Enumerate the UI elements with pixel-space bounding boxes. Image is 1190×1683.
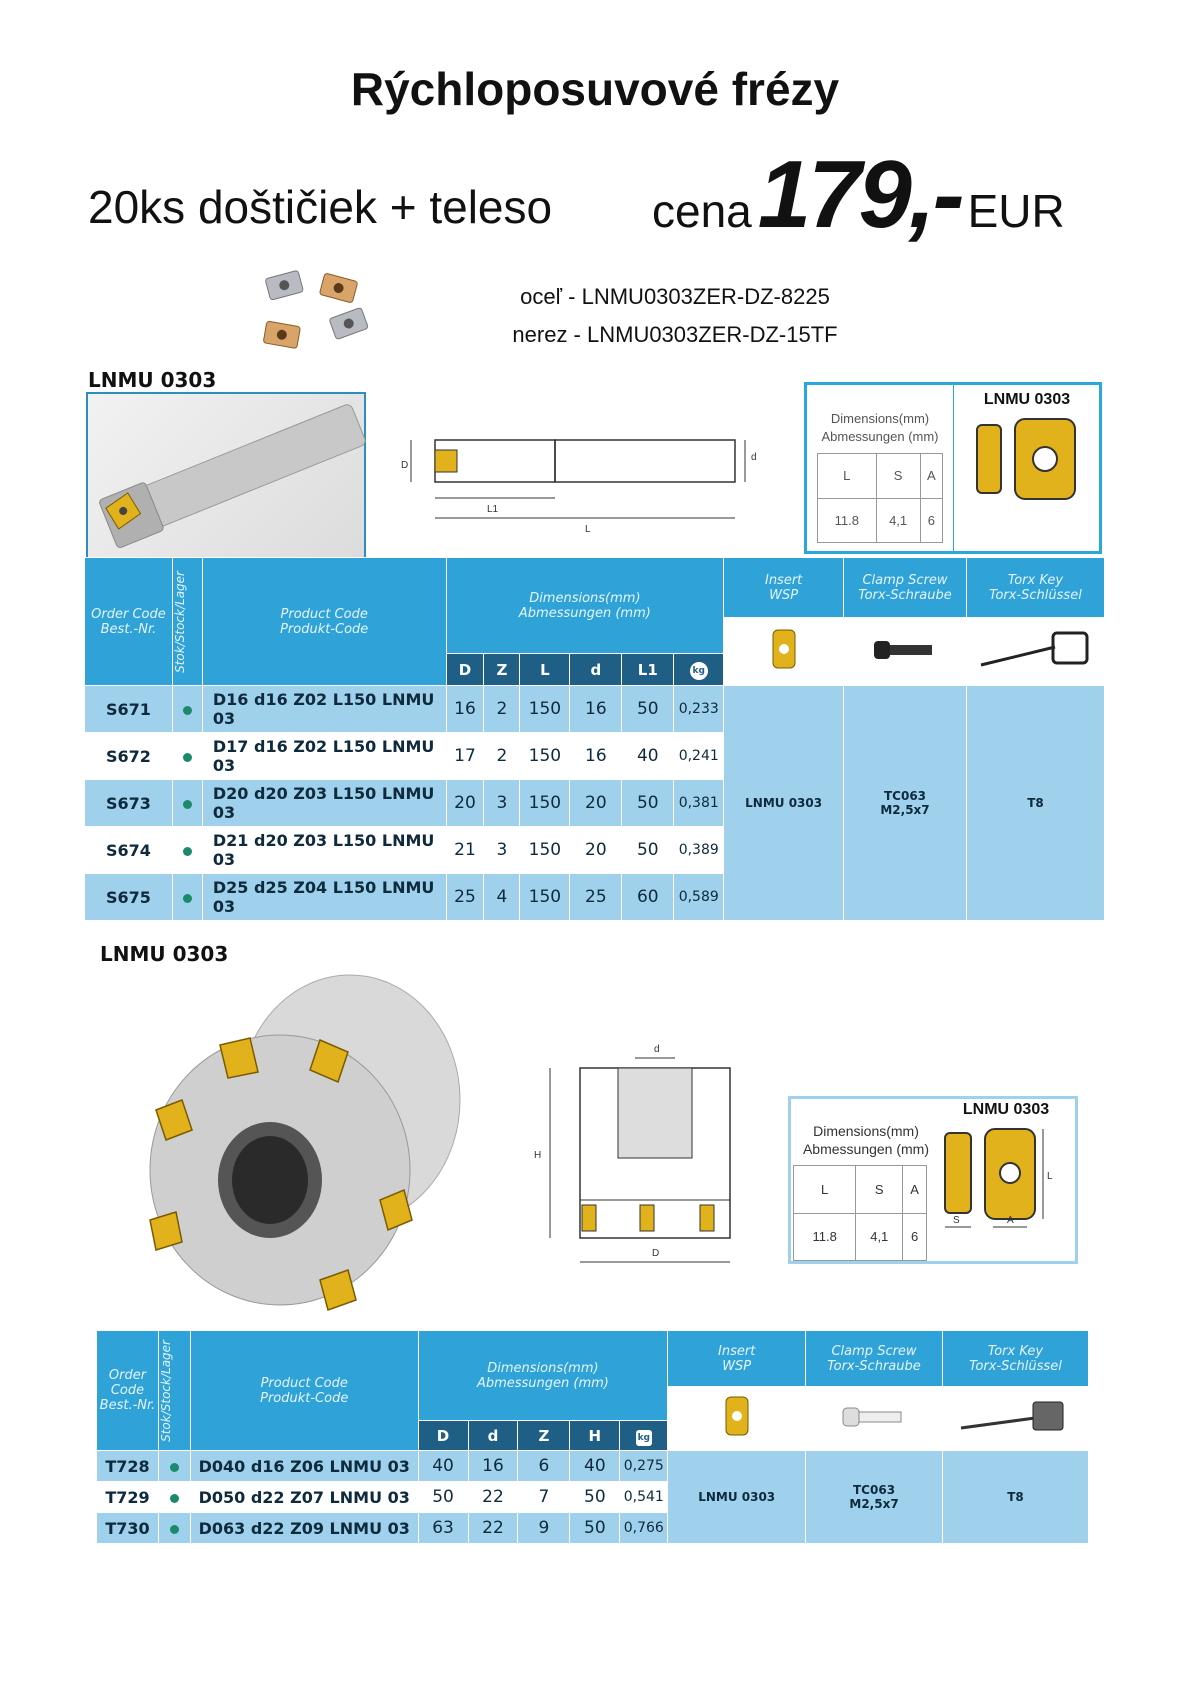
dim-D: 17 <box>446 733 484 780</box>
weight: 0,389 <box>674 827 724 874</box>
dim-Z: 7 <box>518 1482 570 1513</box>
section2-label: LNMU 0303 <box>100 942 229 966</box>
dim-Z: 4 <box>484 874 520 921</box>
dim-L: 150 <box>520 733 570 780</box>
dim-L1: 50 <box>622 686 674 733</box>
th-torx-key: Torx Key Torx-Schlüssel <box>966 558 1104 618</box>
product-code: D25 d25 Z04 L150 LNMU 03 <box>202 874 446 921</box>
product-code: D050 d22 Z07 LNMU 03 <box>190 1482 418 1513</box>
spec2-col-S: S <box>856 1166 903 1214</box>
price-label: cena <box>652 185 752 237</box>
weight-icon: kg <box>620 1421 668 1451</box>
product-code: D040 d16 Z06 LNMU 03 <box>190 1451 418 1482</box>
th-dim-L: L <box>520 654 570 686</box>
order-code: S672 <box>85 733 173 780</box>
insert-diagram-icon <box>975 415 1085 505</box>
stock-dot <box>158 1451 190 1482</box>
stock-dot <box>158 1513 190 1544</box>
dim-H: 50 <box>570 1482 620 1513</box>
th-order-code: Order Code Best.-Nr. <box>97 1331 159 1451</box>
order-code: S675 <box>85 874 173 921</box>
weight: 0,241 <box>674 733 724 780</box>
th-product-code: Product Code Produkt-Code <box>190 1331 418 1451</box>
stock-dot <box>158 1482 190 1513</box>
dim-L1: 50 <box>622 780 674 827</box>
order-code: T729 <box>97 1482 159 1513</box>
stock-dot <box>172 827 202 874</box>
th-dim-H: H <box>570 1421 620 1451</box>
drawing-H-label: H <box>534 1150 542 1161</box>
product-code: D063 d22 Z09 LNMU 03 <box>190 1513 418 1544</box>
order-code: S674 <box>85 827 173 874</box>
order-code: T730 <box>97 1513 159 1544</box>
weight: 0,381 <box>674 780 724 827</box>
spec1-title1: Dimensions(mm) <box>830 411 930 426</box>
th-insert: Insert WSP <box>724 558 844 618</box>
clamp-value: TC063 M2,5x7 <box>844 686 967 921</box>
offer-subtitle: 20ks doštičiek + teleso <box>88 181 553 233</box>
fig-S-label: S <box>953 1215 960 1226</box>
dim-Z: 2 <box>484 733 520 780</box>
table-row <box>97 1451 1089 1482</box>
insert-image <box>668 1387 806 1451</box>
dim-d: 22 <box>468 1482 518 1513</box>
dim-d: 25 <box>570 874 622 921</box>
th-dim-D: D <box>446 654 484 686</box>
inserts-image <box>255 265 385 353</box>
facemill-drawing <box>520 1040 750 1280</box>
th-stock: Stok/Stock/Lager <box>172 558 202 686</box>
dim-Z: 6 <box>518 1451 570 1482</box>
th-torx-key: Torx Key Torx-Schlüssel <box>942 1331 1088 1387</box>
order-code: S671 <box>85 686 173 733</box>
spec2-col-L: L <box>794 1166 856 1214</box>
dim-Z: 3 <box>484 780 520 827</box>
weight: 0,233 <box>674 686 724 733</box>
th-dim-d: d <box>570 654 622 686</box>
th-dimensions: Dimensions(mm) Abmessungen (mm) <box>418 1331 668 1421</box>
dim-D: 25 <box>446 874 484 921</box>
facemill-photo <box>120 960 480 1320</box>
dim-d: 20 <box>570 780 622 827</box>
drawing-L-label: L <box>585 524 591 535</box>
clamp-value: TC063 M2,5x7 <box>806 1451 943 1544</box>
clamp-screw-image <box>806 1387 943 1451</box>
spec2-title1: Dimensions(mm) <box>813 1123 919 1139</box>
insert-value: LNMU 0303 <box>668 1451 806 1544</box>
dim-d: 16 <box>570 686 622 733</box>
product-code: D21 d20 Z03 L150 LNMU 03 <box>202 827 446 874</box>
price-currency: EUR <box>967 185 1065 237</box>
dim-L1: 60 <box>622 874 674 921</box>
insert-image <box>724 618 844 686</box>
dim-L1: 50 <box>622 827 674 874</box>
key-value: T8 <box>966 686 1104 921</box>
dim-D: 63 <box>418 1513 468 1544</box>
price-value: 179,- <box>757 141 962 248</box>
fig-A-label: A <box>1007 1215 1014 1226</box>
dim-d: 22 <box>468 1513 518 1544</box>
product-code: D16 d16 Z02 L150 LNMU 03 <box>202 686 446 733</box>
stock-dot <box>172 874 202 921</box>
material-stainless: nerez - LNMU0303ZER-DZ-15TF <box>512 322 838 347</box>
dim-Z: 2 <box>484 686 520 733</box>
drawing-d-label: d <box>751 452 757 463</box>
dim-L: 150 <box>520 780 570 827</box>
spec2-val-S: 4,1 <box>856 1213 903 1261</box>
spec-box-1 <box>804 382 1102 554</box>
spec1-col-S: S <box>876 454 920 499</box>
dim-L: 150 <box>520 874 570 921</box>
dim-H: 40 <box>570 1451 620 1482</box>
spec1-table <box>817 453 943 543</box>
product-code: D17 d16 Z02 L150 LNMU 03 <box>202 733 446 780</box>
th-dimensions: Dimensions(mm) Abmessungen (mm) <box>446 558 724 654</box>
endmill-photo <box>86 392 366 559</box>
th-dim-d: d <box>468 1421 518 1451</box>
dim-D: 50 <box>418 1482 468 1513</box>
dim-H: 50 <box>570 1513 620 1544</box>
stock-dot <box>172 686 202 733</box>
order-code: S673 <box>85 780 173 827</box>
torx-key-image <box>966 618 1104 686</box>
drawing-D-label: D <box>401 460 409 471</box>
th-dim-L1: L1 <box>622 654 674 686</box>
dim-L: 150 <box>520 827 570 874</box>
material-steel: oceľ - LNMU0303ZER-DZ-8225 <box>520 284 830 309</box>
dim-L: 150 <box>520 686 570 733</box>
th-dim-D: D <box>418 1421 468 1451</box>
weight: 0,766 <box>620 1513 668 1544</box>
product-code: D20 d20 Z03 L150 LNMU 03 <box>202 780 446 827</box>
table-row <box>85 686 1105 733</box>
weight-icon: kg <box>674 654 724 686</box>
spec2-title2: Abmessungen (mm) <box>802 1141 930 1157</box>
torx-key-image <box>942 1387 1088 1451</box>
spec2-col-A: A <box>903 1166 927 1214</box>
dim-L1: 40 <box>622 733 674 780</box>
price <box>652 140 1065 250</box>
th-order-code: Order Code Best.-Nr. <box>85 558 173 686</box>
page-title: Rýchloposuvové frézy <box>350 63 840 115</box>
th-clamp-screw: Clamp Screw Torx-Schraube <box>806 1331 943 1387</box>
endmill-drawing <box>401 430 765 540</box>
drawing-d-label: d <box>654 1044 660 1055</box>
endmill-table <box>84 557 1105 921</box>
dim-D: 40 <box>418 1451 468 1482</box>
spec1-val-L: 11.8 <box>818 498 877 543</box>
spec1-col-A: A <box>920 454 942 499</box>
clamp-screw-image <box>844 618 967 686</box>
drawing-D-label: D <box>652 1248 660 1259</box>
spec1-val-S: 4,1 <box>876 498 920 543</box>
dim-d: 16 <box>570 733 622 780</box>
th-clamp-screw: Clamp Screw Torx-Schraube <box>844 558 967 618</box>
dim-d: 16 <box>468 1451 518 1482</box>
dim-D: 16 <box>446 686 484 733</box>
dim-D: 21 <box>446 827 484 874</box>
drawing-L1-label: L1 <box>487 504 499 515</box>
weight: 0,589 <box>674 874 724 921</box>
spec2-table <box>793 1165 927 1261</box>
facemill-table <box>96 1330 1089 1544</box>
stock-dot <box>172 733 202 780</box>
weight: 0,275 <box>620 1451 668 1482</box>
dim-Z: 3 <box>484 827 520 874</box>
spec2-val-A: 6 <box>903 1213 927 1261</box>
dim-Z: 9 <box>518 1513 570 1544</box>
spec1-insert-label: LNMU 0303 <box>983 391 1071 408</box>
spec1-col-L: L <box>818 454 877 499</box>
dim-d: 20 <box>570 827 622 874</box>
spec1-title2: Abmessungen (mm) <box>821 429 939 444</box>
spec-box-2 <box>788 1096 1078 1264</box>
th-dim-Z: Z <box>518 1421 570 1451</box>
th-dim-Z: Z <box>484 654 520 686</box>
stock-dot <box>172 780 202 827</box>
spec2-val-L: 11.8 <box>794 1213 856 1261</box>
spec2-insert-label: LNMU 0303 <box>962 1101 1050 1118</box>
insert-diagram-2-icon <box>943 1123 1073 1263</box>
section1-label: LNMU 0303 <box>88 368 217 392</box>
key-value: T8 <box>942 1451 1088 1544</box>
th-insert: Insert WSP <box>668 1331 806 1387</box>
dim-D: 20 <box>446 780 484 827</box>
insert-value: LNMU 0303 <box>724 686 844 921</box>
fig-L-label: L <box>1047 1171 1053 1182</box>
th-product-code: Product Code Produkt-Code <box>202 558 446 686</box>
weight: 0,541 <box>620 1482 668 1513</box>
order-code: T728 <box>97 1451 159 1482</box>
spec1-val-A: 6 <box>920 498 942 543</box>
th-stock: Stok/Stock/Lager <box>158 1331 190 1451</box>
